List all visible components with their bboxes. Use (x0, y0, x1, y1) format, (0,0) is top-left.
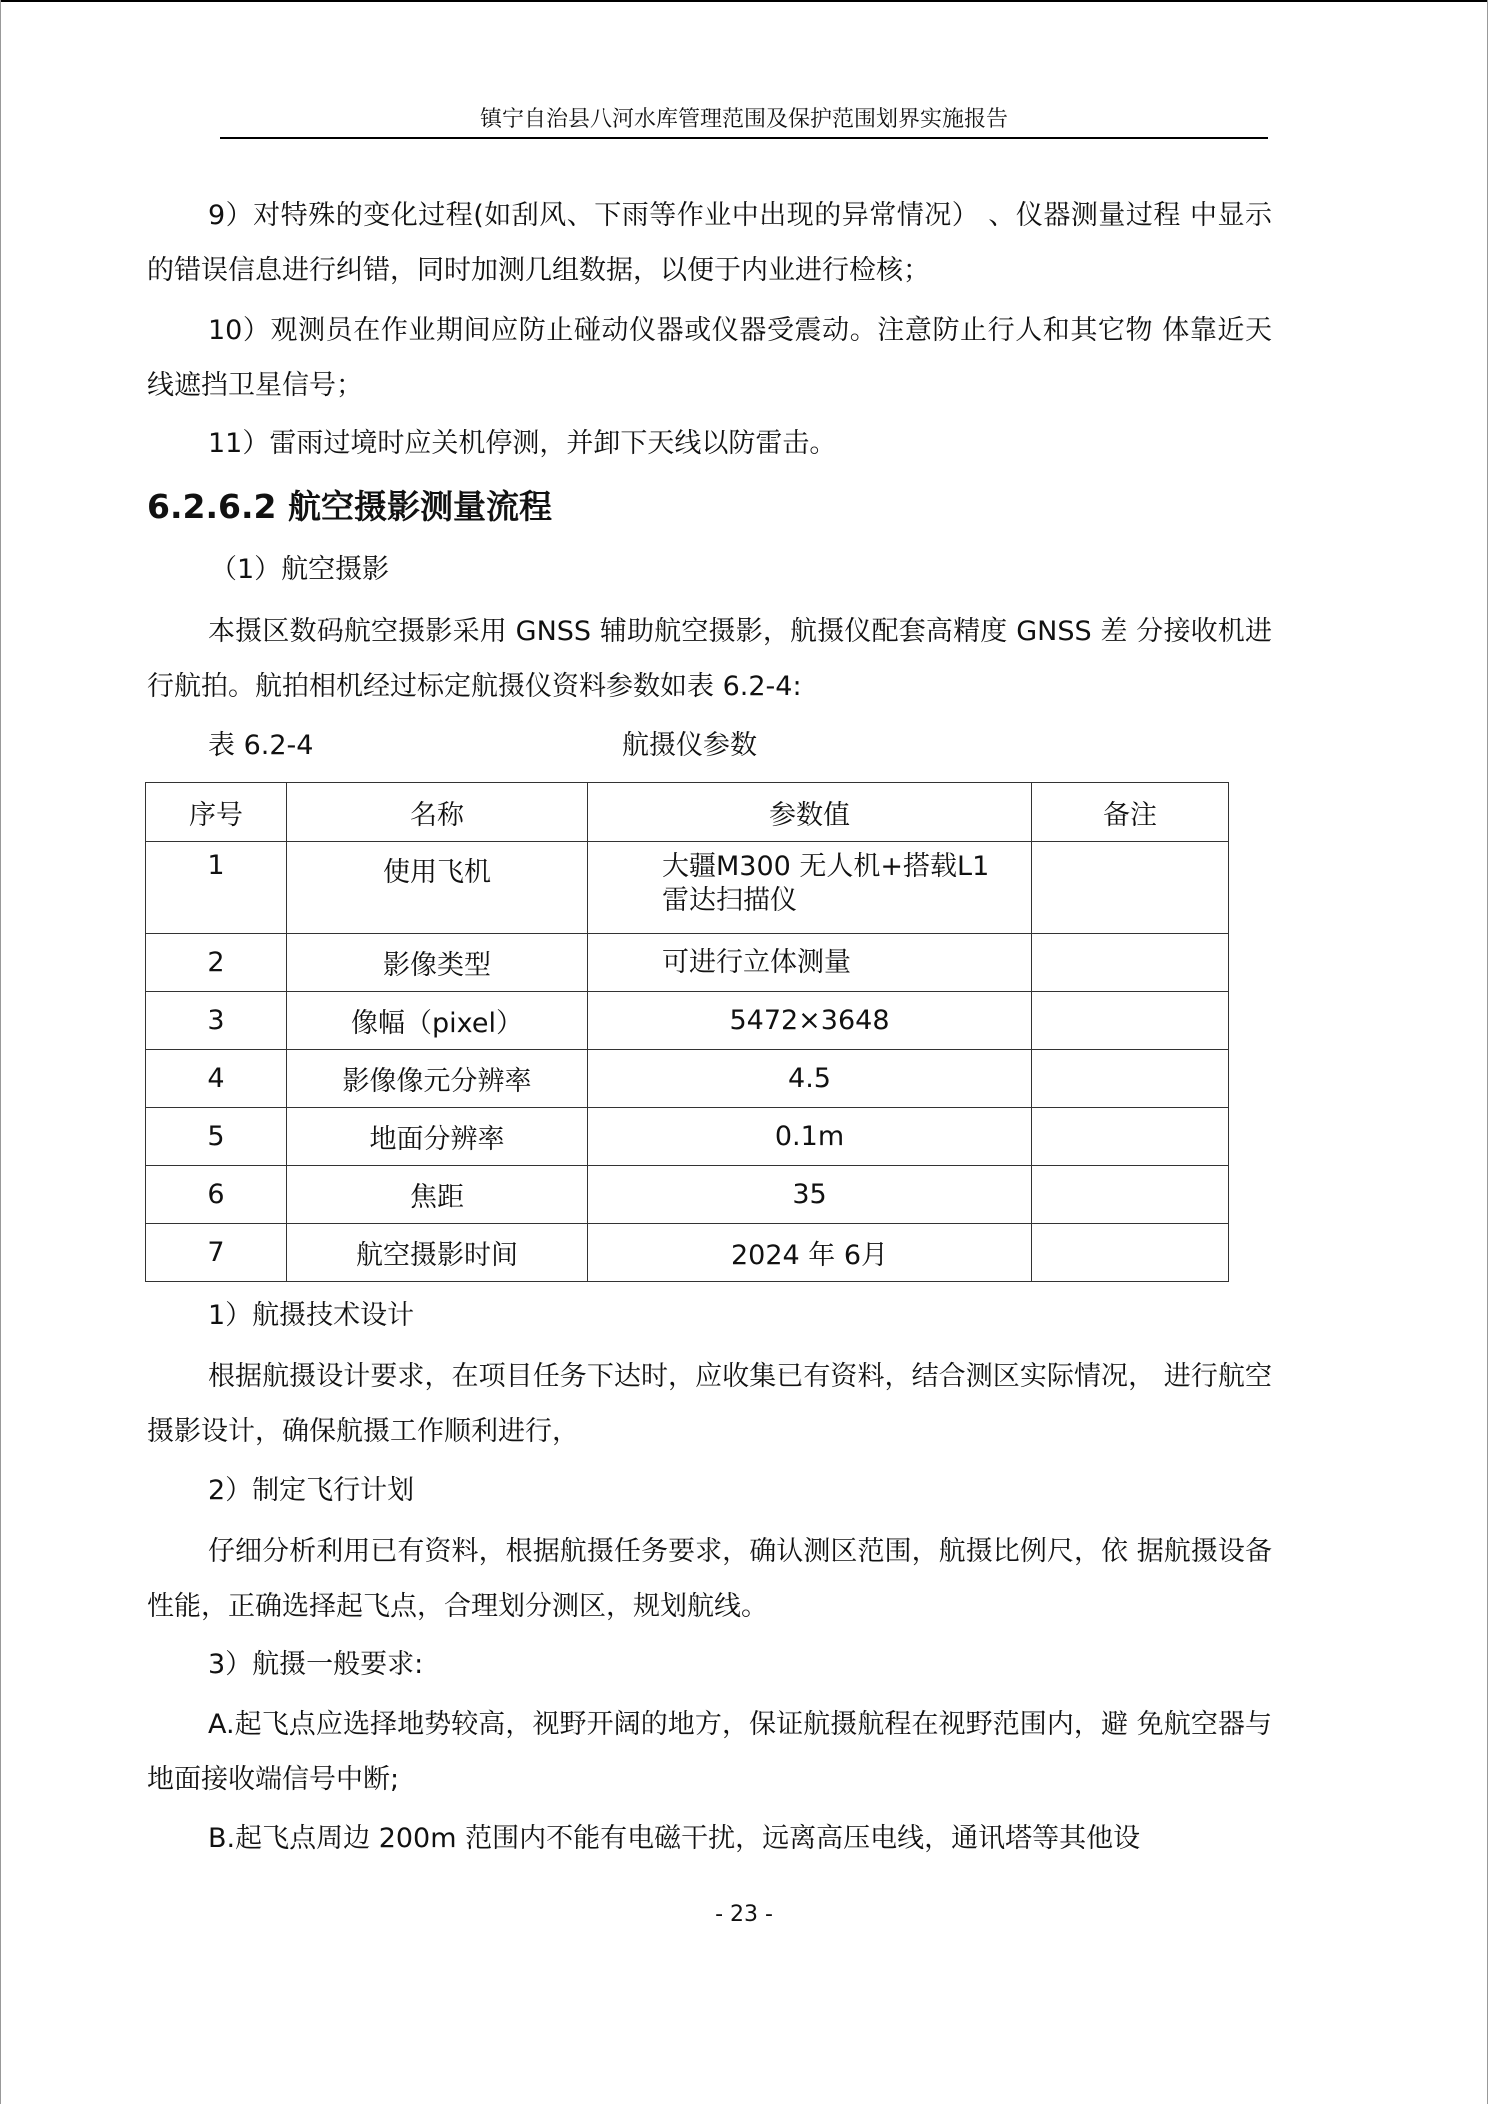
item-3-a: A.起飞点应选择地势较高，视野开阔的地方，保证航摄航程在视野范围内，避 免航空器与地面接收端信号中断; (147, 1709, 1272, 1795)
table-header-row (146, 783, 1229, 842)
cell-value: 0.1m (588, 1108, 1032, 1166)
cell-note (1032, 1050, 1229, 1108)
cell-value-line-2: 雷达扫描仪 (662, 885, 797, 916)
cell-value (588, 842, 1032, 934)
cell-seq: 6 (146, 1166, 287, 1224)
cell-name: 使用飞机 (287, 842, 588, 934)
cell-seq: 3 (146, 992, 287, 1050)
table-row (146, 1108, 1229, 1166)
header-note: 备注 (1032, 783, 1229, 842)
page-top-border (0, 0, 1488, 2)
cell-note (1032, 1108, 1229, 1166)
running-header: 镇宁自治县八河水库管理范围及保护范围划界实施报告 (479, 107, 1008, 132)
item-3-b: B.起飞点周边 200m 范围内不能有电磁干扰，远离高压电线，通讯塔等其他设 (208, 1823, 1141, 1854)
intro-paragraph: 本摄区数码航空摄影采用 GNSS 辅助航空摄影，航摄仪配套高精度 GNSS 差 分接收机进行航拍。航拍相机经过标定航摄仪资料参数如表 6.2-4: (147, 616, 1272, 702)
item-1-title: 1）航摄技术设计 (208, 1300, 415, 1331)
table-row (146, 1050, 1229, 1108)
cell-note (1032, 1224, 1229, 1282)
table-row (146, 1224, 1229, 1282)
cell-seq: 7 (146, 1224, 287, 1282)
item-1-body: 根据航摄设计要求，在项目任务下达时，应收集已有资料，结合测区实际情况， 进行航空摄影设计，确保航摄工作顺利进行， (147, 1361, 1272, 1447)
subheading-aerial-photography: （1）航空摄影 (210, 554, 390, 585)
cell-seq: 2 (146, 934, 287, 992)
header-value: 参数值 (588, 783, 1032, 842)
cell-name: 航空摄影时间 (287, 1224, 588, 1282)
item-2-body: 仔细分析利用已有资料，根据航摄任务要求，确认测区范围，航摄比例尺，依 据航摄设备性能，正确选择起飞点，合理划分测区，规划航线。 (147, 1536, 1272, 1622)
page-left-border (0, 0, 1, 2104)
header-name: 名称 (287, 783, 588, 842)
paragraph-item-9: 9）对特殊的变化过程(如刮风、下雨等作业中出现的异常情况） 、仪器测量过程 中显示的错误信息进行纠错，同时加测几组数据，以便于内业进行检核； (147, 200, 1272, 286)
cell-value-line-1: 大疆M300 无人机+搭载L1 (662, 851, 990, 882)
cell-name: 地面分辨率 (287, 1108, 588, 1166)
table-row (146, 842, 1229, 934)
cell-note (1032, 992, 1229, 1050)
cell-name: 焦距 (287, 1166, 588, 1224)
header-rule (220, 137, 1268, 139)
cell-value: 35 (588, 1166, 1032, 1224)
cell-name: 影像像元分辨率 (287, 1050, 588, 1108)
table-row (146, 934, 1229, 992)
item-2-title: 2）制定飞行计划 (208, 1475, 415, 1506)
table-row (146, 992, 1229, 1050)
cell-value: 4.5 (588, 1050, 1032, 1108)
cell-note (1032, 842, 1229, 934)
cell-seq: 1 (146, 842, 287, 934)
cell-note (1032, 934, 1229, 992)
cell-note (1032, 1166, 1229, 1224)
cell-name: 影像类型 (287, 934, 588, 992)
camera-parameter-table (145, 782, 1229, 1282)
cell-name: 像幅（pixel） (287, 992, 588, 1050)
table-row (146, 1166, 1229, 1224)
item-3-title: 3）航摄一般要求: (208, 1649, 424, 1680)
section-heading: 6.2.6.2 航空摄影测量流程 (147, 487, 552, 526)
paragraph-item-11: 11）雷雨过境时应关机停测，并卸下天线以防雷击。 (208, 428, 837, 459)
cell-seq: 5 (146, 1108, 287, 1166)
table-caption: 航摄仪参数 (622, 730, 757, 761)
cell-value: 可进行立体测量 (588, 934, 1032, 992)
cell-seq: 4 (146, 1050, 287, 1108)
page-number: - 23 - (715, 1902, 773, 1927)
header-seq: 序号 (146, 783, 287, 842)
table-label: 表 6.2-4 (208, 730, 314, 761)
paragraph-item-10: 10）观测员在作业期间应防止碰动仪器或仪器受震动。注意防止行人和其它物 体靠近天线遮挡卫星信号； (147, 315, 1272, 401)
cell-value: 2024 年 6月 (588, 1224, 1032, 1282)
cell-value: 5472×3648 (588, 992, 1032, 1050)
